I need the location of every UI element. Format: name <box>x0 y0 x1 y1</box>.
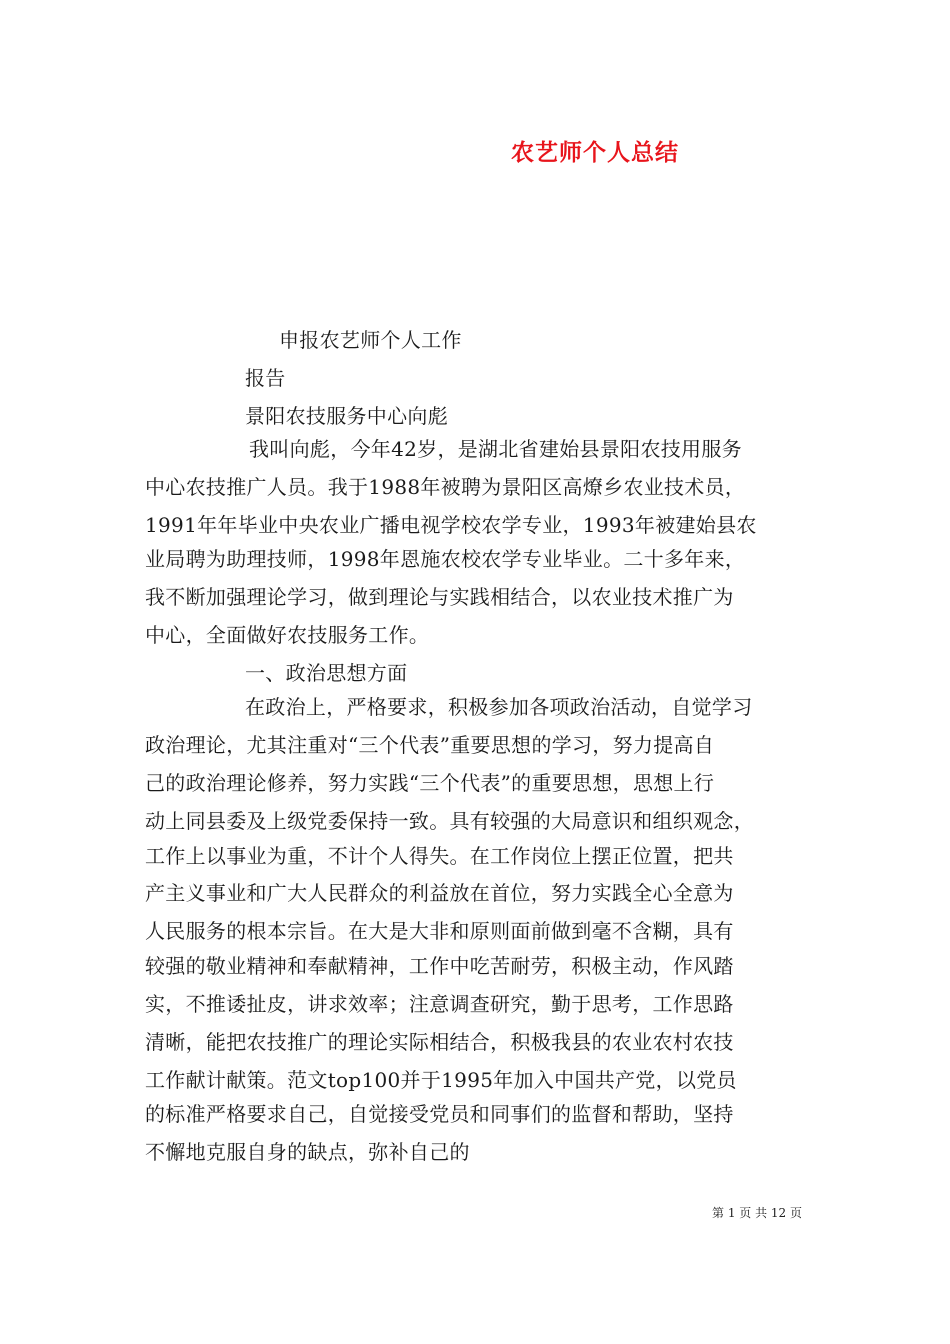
body-line: 业局聘为助理技师，1998年恩施农校农学专业毕业。二十多年来， <box>145 547 746 571</box>
section-heading: 一、政治思想方面 <box>245 661 408 685</box>
body-line: 人民服务的根本宗旨。在大是大非和原则面前做到毫不含糊，具有 <box>145 919 734 943</box>
body-line: 工作献计献策。范文top100并于1995年加入中国共产党，以党员 <box>145 1068 737 1092</box>
body-line: 政治理论，尤其注重对“三个代表”重要思想的学习，努力提高自 <box>145 733 715 757</box>
body-line: 己的政治理论修养，努力实践“三个代表”的重要思想，思想上行 <box>145 771 715 795</box>
body-line: 动上同县委及上级党委保持一致。具有较强的大局意识和组织观念， <box>145 809 754 833</box>
body-line: 我不断加强理论学习，做到理论与实践相结合，以农业技术推广为 <box>145 585 734 609</box>
body-line: 较强的敬业精神和奉献精神，工作中吃苦耐劳，积极主动，作风踏 <box>145 954 734 978</box>
page-number-footer: 第 1 页 共 12 页 <box>712 1206 802 1220</box>
body-line: 景阳农技服务中心向彪 <box>245 404 448 428</box>
page-title: 农艺师个人总结 <box>511 139 679 166</box>
body-line: 实，不推诿扯皮，讲求效率；注意调查研究，勤于思考，工作思路 <box>145 992 734 1016</box>
body-line: 中心，全面做好农技服务工作。 <box>145 623 430 647</box>
body-line: 我叫向彪，今年42岁，是湖北省建始县景阳农技用服务 <box>249 437 742 461</box>
body-line: 在政治上，严格要求，积极参加各项政治活动，自觉学习 <box>245 695 753 719</box>
body-line: 中心农技推广人员。我于1988年被聘为景阳区高燎乡农业技术员， <box>145 475 746 499</box>
body-line: 产主义事业和广大人民群众的利益放在首位，努力实践全心全意为 <box>145 881 734 905</box>
body-line: 报告 <box>245 366 286 390</box>
body-line: 不懈地克服自身的缺点，弥补自己的 <box>145 1140 470 1164</box>
body-line: 的标准严格要求自己，自觉接受党员和同事们的监督和帮助，坚持 <box>145 1102 734 1126</box>
body-line: 清晰，能把农技推广的理论实际相结合，积极我县的农业农村农技 <box>145 1030 734 1054</box>
body-line: 工作上以事业为重，不计个人得失。在工作岗位上摆正位置，把共 <box>145 844 734 868</box>
body-line: 申报农艺师个人工作 <box>279 328 462 352</box>
body-line: 1991年年毕业中央农业广播电视学校农学专业，1993年被建始县农 <box>145 513 757 537</box>
